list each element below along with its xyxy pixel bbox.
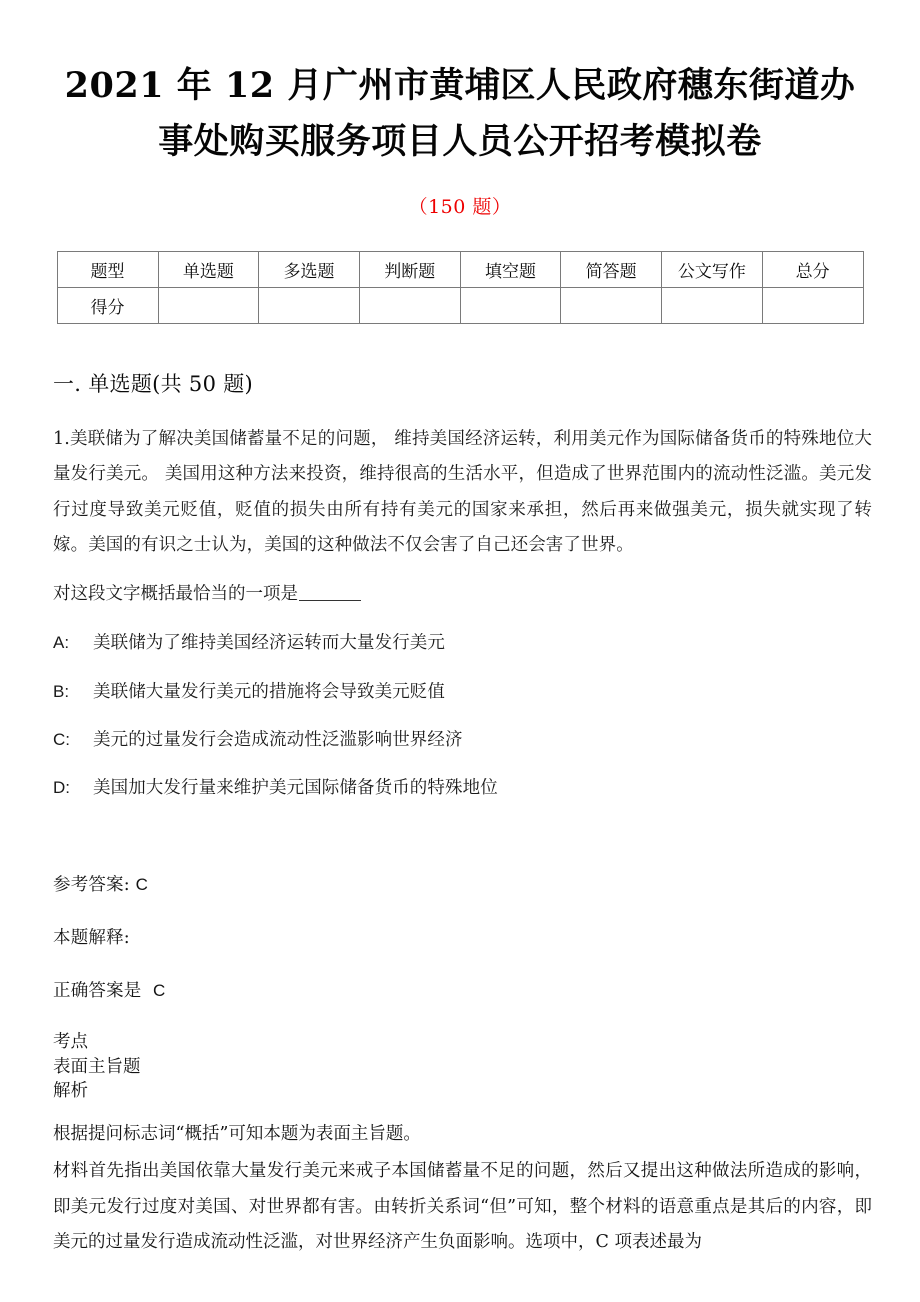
score-table-header-cell: 题型	[57, 252, 158, 288]
score-table	[57, 251, 864, 324]
option-c[interactable]	[53, 727, 872, 775]
score-cell[interactable]	[359, 288, 460, 324]
explanation-paragraph-2: 材料首先指出美国依靠大量发行美元来戒子本国储蓄量不足的问题，然后又提出这种做法所造成的影响，即美元发行过度对美国、对世界都有害。由转折关系词“但”可知，整个材料的语意重点是其后的内容，即美元的过量发行造成流动性泛滥，对世界经济产生负面影响。选项中，C 项表述最为	[53, 1161, 872, 1252]
score-cell[interactable]	[259, 288, 360, 324]
option-a-letter: A:	[53, 633, 70, 653]
score-table-header-cell: 多选题	[259, 252, 360, 288]
option-b[interactable]	[53, 679, 872, 727]
score-table-header-cell: 总分	[762, 252, 863, 288]
score-row-label: 得分	[57, 288, 158, 324]
reference-answer-label: 参考答案:	[53, 875, 130, 896]
option-a-text: 美联储为了维持美国经济运转而大量发行美元	[93, 633, 445, 654]
score-table-header-cell: 简答题	[561, 252, 662, 288]
answer-section	[0, 823, 920, 1260]
answer-blank[interactable]	[299, 600, 361, 601]
score-cell[interactable]	[460, 288, 561, 324]
score-table-header-cell: 判断题	[359, 252, 460, 288]
score-table-wrapper	[0, 219, 920, 324]
score-table-header-row	[57, 252, 863, 288]
score-table-header-cell: 填空题	[460, 252, 561, 288]
reference-answer-value: C	[135, 875, 149, 895]
option-d[interactable]	[53, 775, 872, 823]
score-cell[interactable]	[762, 288, 863, 324]
question-count-subtitle: （150 题）	[408, 196, 512, 218]
option-a[interactable]	[53, 630, 872, 678]
options-list	[53, 612, 872, 823]
option-d-letter: D:	[53, 778, 70, 798]
correct-answer-line	[53, 977, 872, 1030]
score-cell[interactable]	[561, 288, 662, 324]
kaodian-label: 考点	[53, 1032, 88, 1053]
question-prompt	[53, 563, 872, 612]
section-heading-single-choice: 一. 单选题(共 50 题)	[53, 372, 254, 396]
score-table-header-cell: 公文写作	[662, 252, 763, 288]
option-c-letter: C:	[53, 729, 70, 749]
question-block	[0, 398, 920, 823]
table-row	[57, 288, 863, 324]
reference-answer-line	[53, 871, 872, 924]
option-b-text: 美联储大量发行美元的措施将会导致美元贬值	[93, 681, 445, 702]
question-prompt-text: 对这段文字概括最恰当的一项是	[53, 584, 298, 605]
question-stem: 1.美联储为了解决美国储蓄量不足的问题， 维持美国经济运转，利用美元作为国际储备货币的特殊地位大量发行美元。 美国用这种方法来投资，维持很高的生活水平，但造成了世界范围内的流动性泛滥。美元发行过度导致美元贬值，贬值的损失由所有持有美元的国家来承担，然后再来做强美元，损失就实现了转嫁。美国的有识之士认为，美国的这种做法不仅会害了自己还会害了世界。	[53, 429, 872, 556]
page-title: 2021 年 12 月广州市黄埔区人民政府穗东街道办事处购买服务项目人员公开招考模拟卷	[64, 65, 856, 162]
option-b-letter: B:	[53, 681, 70, 701]
kaodian-value: 表面主旨题	[53, 1056, 141, 1077]
explanation-paragraph-1: 根据提问标志词“概括”可知本题为表面主旨题。	[53, 1123, 421, 1144]
option-d-text: 美国加大发行量来维护美元国际储备货币的特殊地位	[93, 778, 498, 799]
correct-answer-label: 正确答案是	[53, 981, 142, 1002]
jiexi-label: 解析	[53, 1081, 88, 1102]
score-table-header-cell: 单选题	[158, 252, 259, 288]
option-c-text: 美元的过量发行会造成流动性泛滥影响世界经济	[93, 729, 463, 750]
explanation-label: 本题解释:	[53, 928, 130, 949]
score-cell[interactable]	[158, 288, 259, 324]
score-cell[interactable]	[662, 288, 763, 324]
explanation-meta	[53, 1030, 872, 1110]
correct-answer-value: C	[153, 981, 166, 1001]
